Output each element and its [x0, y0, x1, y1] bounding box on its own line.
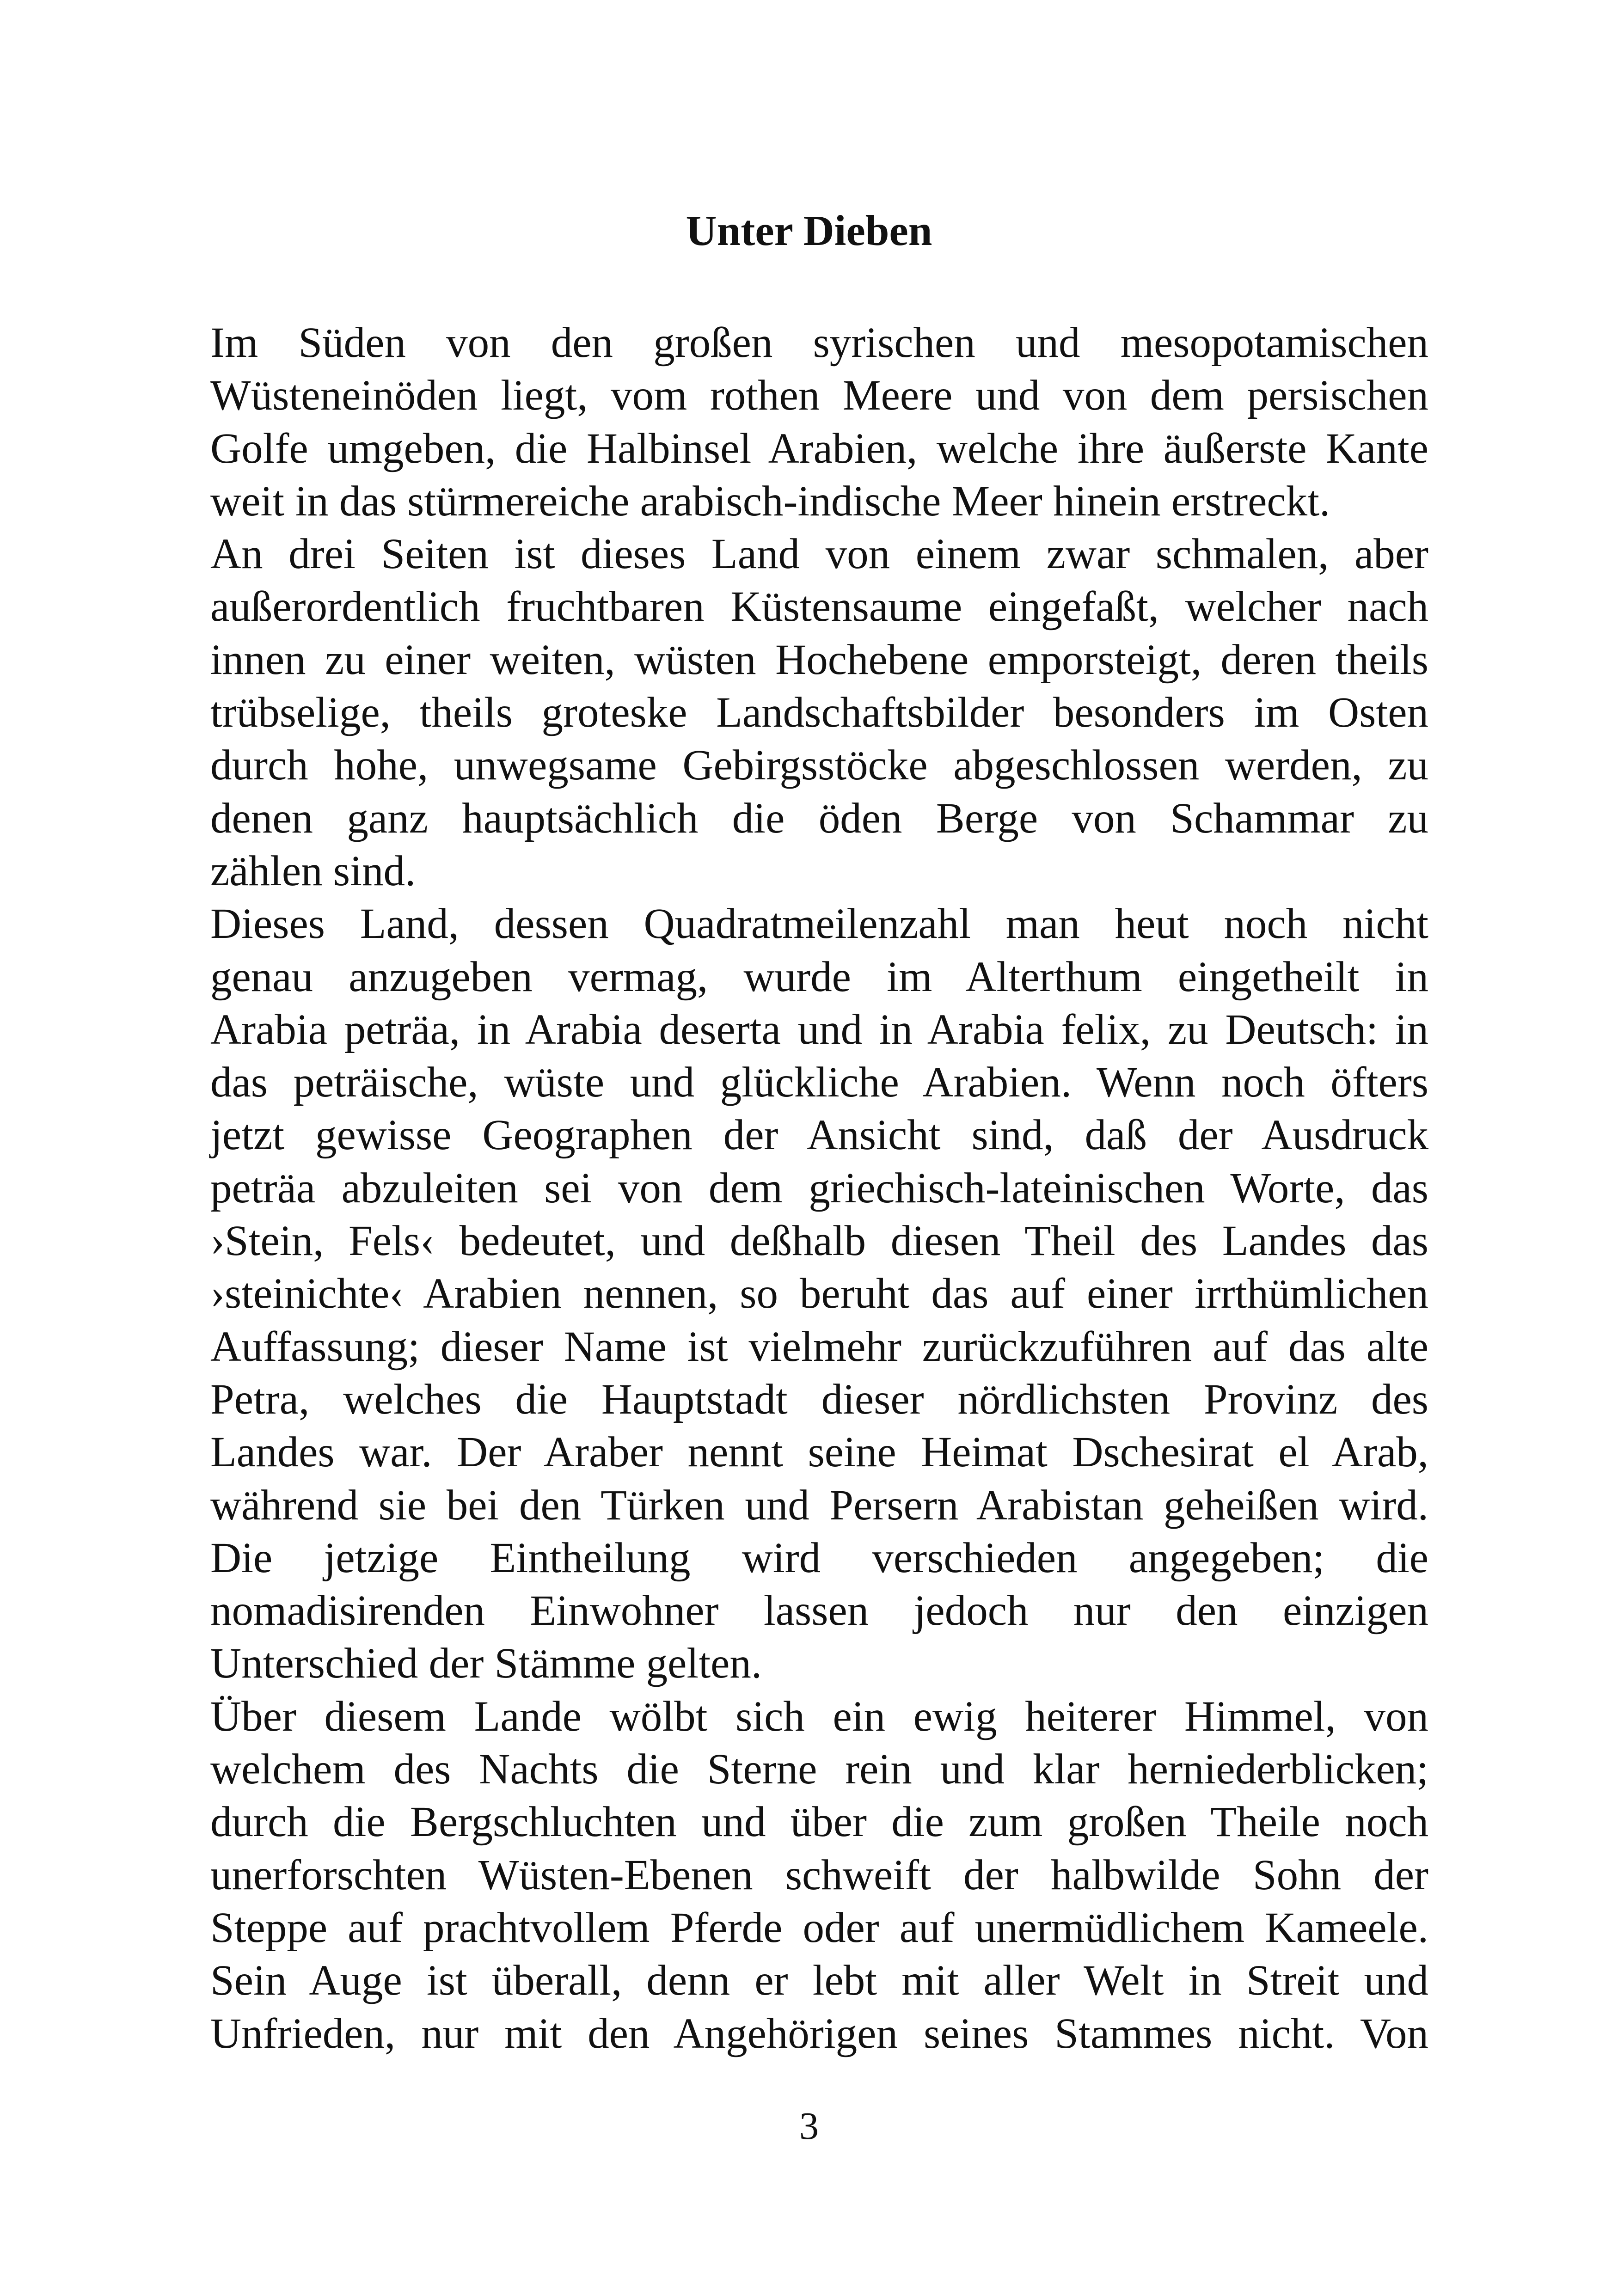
text-line: während sie bei den Türken und Persern Arabistan geheißen wird. [210, 1481, 1428, 1529]
text-line: zählen sind. [210, 847, 416, 895]
page-title: Unter Dieben [686, 207, 932, 255]
text-line: trübselige, theils groteske Landschaftsbilder besonders im Osten [210, 689, 1428, 737]
text-line: innen zu einer weiten, wüsten Hochebene emporsteigt, deren theils [210, 636, 1428, 684]
text-line: durch hohe, unwegsame Gebirgsstöcke abgeschlossen werden, zu [210, 741, 1428, 790]
text-line: Petra, welches die Hauptstadt dieser nördlichsten Provinz des [210, 1375, 1428, 1423]
text-line: Die jetzige Eintheilung wird verschieden angegeben; die [210, 1534, 1428, 1582]
text-line: Unterschied der Stämme gelten. [210, 1640, 762, 1688]
paragraph [210, 898, 1428, 1690]
text-line: Sein Auge ist überall, denn er lebt mit aller Welt in Streit und [210, 1957, 1428, 2005]
text-line: durch die Bergschluchten und über die zum großen Theile noch [210, 1798, 1428, 1846]
text-line: Im Süden von den großen syrischen und mesopotamischen [210, 319, 1428, 367]
text-line: unerforschten Wüsten-Ebenen schweift der halbwilde Sohn der [210, 1851, 1428, 1899]
text-line: Golfe umgeben, die Halbinsel Arabien, welche ihre äußerste Kante [210, 424, 1428, 472]
text-line: Dieses Land, dessen Quadratmeilenzahl man heut noch nicht [210, 900, 1428, 948]
text-line: das peträische, wüste und glückliche Arabien. Wenn noch öfters [210, 1059, 1428, 1107]
paragraph [210, 317, 1428, 528]
text-line: denen ganz hauptsächlich die öden Berge von Schammar zu [210, 794, 1428, 842]
text-line: Über diesem Lande wölbt sich ein ewig heiterer Himmel, von [210, 1692, 1428, 1740]
text-line: genau anzugeben vermag, wurde im Alterthum eingetheilt in [210, 953, 1428, 1001]
text-line: Landes war. Der Araber nennt seine Heimat Dschesirat el Arab, [210, 1428, 1428, 1476]
text-line: peträa abzuleiten sei von dem griechisch-lateinischen Worte, das [210, 1164, 1428, 1212]
body-text [210, 317, 1428, 2060]
text-line: ›steinichte‹ Arabien nennen, so beruht das auf einer irrthümlichen [210, 1270, 1428, 1318]
text-line: An drei Seiten ist dieses Land von einem zwar schmalen, aber [210, 530, 1428, 578]
text-line: Steppe auf prachtvollem Pferde oder auf unermüdlichem Kameele. [210, 1904, 1428, 1952]
page-number: 3 [799, 2105, 819, 2148]
paragraph [210, 1690, 1428, 2060]
text-line: Arabia peträa, in Arabia deserta und in Arabia felix, zu Deutsch: in [210, 1005, 1428, 1053]
text-line: Unfrieden, nur mit den Angehörigen seines Stammes nicht. Von [210, 2009, 1428, 2057]
text-line: weit in das stürmereiche arabisch-indische Meer hinein erstreckt. [210, 477, 1330, 525]
text-line: nomadisirenden Einwohner lassen jedoch nur den einzigen [210, 1587, 1428, 1635]
text-line: außerordentlich fruchtbaren Küstensaume eingefaßt, welcher nach [210, 583, 1428, 631]
text-line: Wüsteneinöden liegt, vom rothen Meere und von dem persischen [210, 372, 1428, 420]
paragraph [210, 528, 1428, 898]
text-line: Auffassung; dieser Name ist vielmehr zurückzuführen auf das alte [210, 1322, 1428, 1371]
text-line: ›Stein, Fels‹ bedeutet, und deßhalb diesen Theil des Landes das [210, 1217, 1428, 1265]
text-line: jetzt gewisse Geographen der Ansicht sind, daß der Ausdruck [210, 1111, 1428, 1159]
text-line: welchem des Nachts die Sterne rein und klar herniederblicken; [210, 1745, 1428, 1794]
